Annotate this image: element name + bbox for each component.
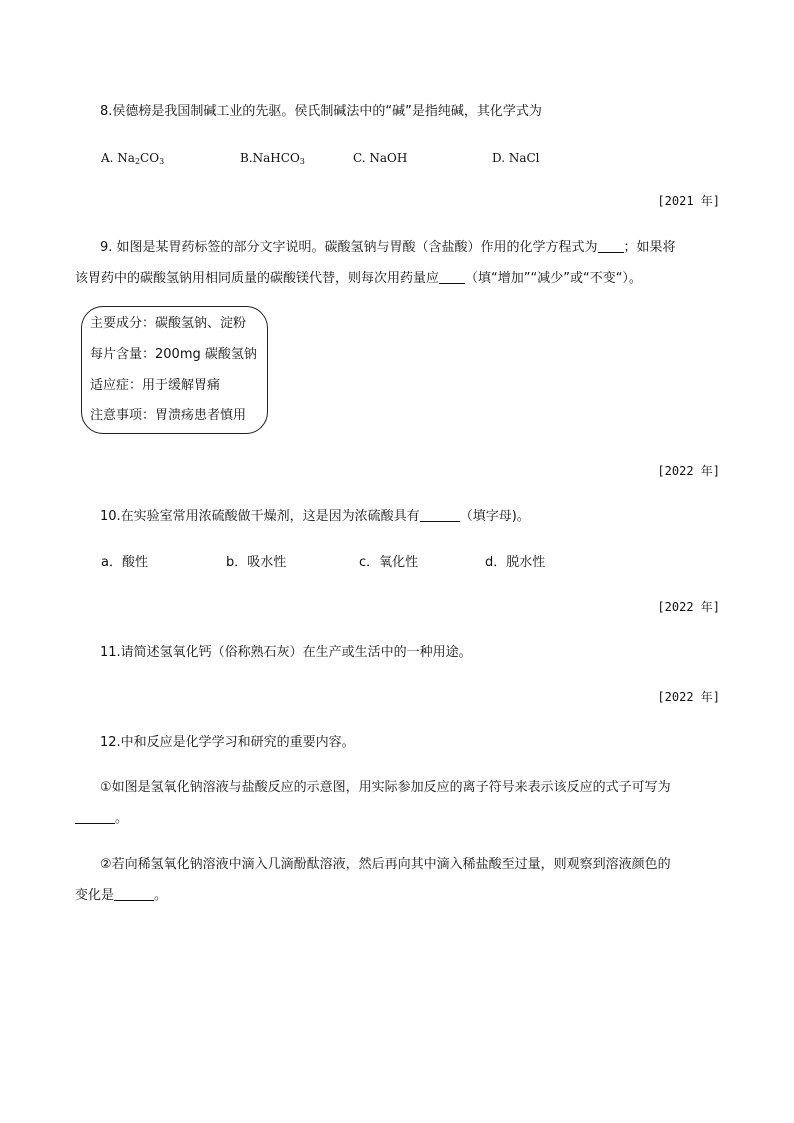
q10-line — [100, 508, 530, 526]
q8-option-a-prefix: A. — [101, 151, 118, 165]
q12-part1-end: 。 — [115, 811, 129, 826]
q10-year: [2022 年] — [657, 600, 720, 614]
q8-option-b[interactable] — [240, 149, 305, 167]
q10-option-d[interactable]: d．脱水性 — [485, 555, 546, 570]
q8-option-a[interactable] — [101, 149, 164, 167]
q9-line1 — [100, 239, 676, 257]
label-caution: 注意事项：胃溃疡患者慎用 — [90, 408, 247, 423]
q9-line2 — [75, 270, 642, 288]
q11-text: 11.请简述氢氧化钙（俗称熟石灰）在生产或生活中的一种用途。 — [100, 645, 472, 660]
q12-blank-ionic-equation[interactable] — [75, 810, 115, 824]
q9-line1-tail: ；如果将 — [623, 240, 676, 255]
q12-part2-text: 变化是 — [75, 888, 115, 903]
q9-blank-equation[interactable] — [598, 239, 624, 253]
q10-tail: （填字母)。 — [459, 509, 530, 524]
q10-option-a[interactable]: a．酸性 — [101, 555, 148, 570]
q9-line2-tail: （填“增加”“减少”或“不变“）。 — [465, 271, 642, 286]
q8-option-c[interactable]: C. NaOH — [353, 151, 408, 165]
q12-part2-end: 。 — [154, 888, 168, 903]
q12-part1-line2 — [75, 810, 128, 828]
q12-blank-color-change[interactable] — [114, 887, 154, 901]
medicine-label-box — [81, 306, 268, 434]
q8-option-d[interactable]: D. NaCl — [492, 151, 540, 165]
q8-year: [2021 年] — [657, 194, 720, 208]
q9-line1-text: 9. 如图是某胃药标签的部分文字说明。碳酸氢钠与胃酸（含盐酸）作用的化学方程式为 — [100, 240, 598, 255]
q12-part2-line1: ②若向稀氢氧化钠溶液中滴入几滴酚酞溶液，然后再向其中滴入稀盐酸至过量，则观察到溶液颜色的 — [100, 857, 671, 872]
q9-line2-text: 该胃药中的碳酸氢钠用相同质量的碳酸镁代替，则每次用药量应 — [75, 271, 440, 286]
q10-option-b[interactable]: b．吸水性 — [226, 555, 287, 570]
q12-part2-line2 — [75, 887, 167, 905]
q9-year: [2022 年] — [657, 464, 720, 478]
q12-text: 12.中和反应是化学学习和研究的重要内容。 — [100, 735, 355, 750]
q10-option-c[interactable]: c．氧化性 — [359, 555, 419, 570]
label-content: 每片含量：200mg 碳酸氢钠 — [90, 347, 257, 362]
q12-part1-line1: ①如图是氢氧化钠溶液与盐酸反应的示意图，用实际参加反应的离子符号来表示该反应的式子可写为 — [100, 780, 671, 795]
q10-text: 10.在实验室常用浓硫酸做干燥剂，这是因为浓硫酸具有 — [100, 509, 420, 524]
q10-blank[interactable] — [420, 508, 460, 522]
q11-year: [2022 年] — [657, 690, 720, 704]
q9-blank-dosage[interactable] — [439, 270, 465, 284]
q8-option-b-formula: NaHCO$_3$ — [252, 151, 305, 166]
label-ingredients: 主要成分：碳酸氢钠、淀粉 — [90, 316, 247, 331]
label-indication: 适应症：用于缓解胃痛 — [90, 378, 221, 393]
q8-option-b-prefix: B. — [240, 151, 253, 165]
q8-option-a-formula: $Na_2CO_3$ — [117, 151, 165, 166]
q8-text: 8.侯德榜是我国制碱工业的先驱。侯氏制碱法中的“碱”是指纯碱，其化学式为 — [100, 104, 542, 119]
